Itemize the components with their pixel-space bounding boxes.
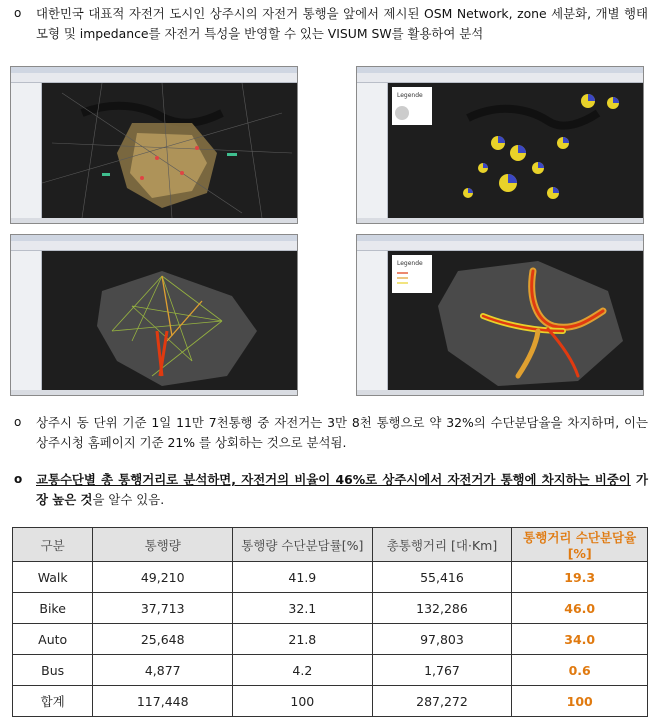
visum-screenshot-flow-bundles — [356, 234, 644, 396]
table-header-row — [13, 528, 648, 562]
cell-trip-share: 32.1 — [233, 593, 372, 624]
window-statusbar — [11, 390, 297, 395]
cell-distance: 55,416 — [372, 562, 512, 593]
flow-map — [388, 251, 643, 390]
finding-2-underlined: 교통수단별 총 통행거리로 분석하면, 자전거의 비율이 46%로 상주시에서 자전거가 통행에 차지하는 비중이 — [36, 472, 631, 487]
bullet-mark: o — [14, 472, 23, 486]
cell-mode: Walk — [13, 562, 93, 593]
header-trips: 통행량 — [93, 528, 233, 562]
cell-distance-share: 0.6 — [512, 655, 648, 686]
window-statusbar — [357, 390, 643, 395]
intro-text: 대한민국 대표적 자전거 도시인 상주시의 자전거 통행을 앞에서 제시된 OSM Network, zone 세분화, 개별 행태모형 및 impedance를 자전거 특성을 반영할 수 있는 VISUM SW를 활용하여 분석 — [36, 6, 648, 41]
cell-mode: 합계 — [13, 686, 93, 717]
window-toolbar — [357, 241, 643, 251]
cell-mode: Bus — [13, 655, 93, 686]
cell-mode: Auto — [13, 624, 93, 655]
cell-distance: 1,767 — [372, 655, 512, 686]
cell-mode: Bike — [13, 593, 93, 624]
intro-paragraph — [14, 4, 648, 43]
finding-2-tail: 을 알수 있음. — [92, 491, 165, 507]
table-row-total — [13, 686, 648, 717]
header-distance-share: 통행거리 수단분담율[%] — [512, 528, 648, 562]
cell-distance-share: 46.0 — [512, 593, 648, 624]
pie-map — [388, 83, 643, 218]
cell-distance: 287,272 — [372, 686, 512, 717]
cell-trips: 49,210 — [93, 562, 233, 593]
table-row — [13, 562, 648, 593]
window-toolbar — [11, 241, 297, 251]
window-sidepanel — [11, 83, 42, 223]
header-trip-share: 통행량 수단분담률[%] — [233, 528, 372, 562]
table-row — [13, 593, 648, 624]
window-toolbar — [11, 73, 297, 83]
cell-trip-share: 41.9 — [233, 562, 372, 593]
cell-distance: 97,803 — [372, 624, 512, 655]
finding-1-text: 상주시 동 단위 기준 1일 11만 7천통행 중 자전거는 3만 8천 통행으로 약 32%의 수단분담율을 차지하며, 이는 상주시청 홈페이지 기준 21% 를 상회하는 것으로 분석됨. — [36, 415, 648, 450]
table-row — [13, 624, 648, 655]
bullet-mark: o — [14, 6, 22, 20]
cell-trips: 25,648 — [93, 624, 233, 655]
visum-screenshot-modeshare-pies — [356, 66, 644, 224]
cell-trip-share: 100 — [233, 686, 372, 717]
header-category: 구분 — [13, 528, 93, 562]
cell-trips: 37,713 — [93, 593, 233, 624]
cell-trip-share: 21.8 — [233, 624, 372, 655]
window-statusbar — [357, 218, 643, 223]
network-map — [42, 83, 297, 218]
window-sidepanel — [357, 83, 388, 223]
cell-distance-share: 100 — [512, 686, 648, 717]
visum-screenshot-network — [10, 66, 298, 224]
visum-screenshot-desire-lines — [10, 234, 298, 396]
legend-title: Legende — [397, 260, 423, 267]
bullet-mark: o — [14, 415, 22, 429]
finding-2-text — [14, 470, 648, 509]
finding-1-paragraph — [14, 413, 648, 452]
window-sidepanel — [357, 251, 388, 395]
cell-distance-share: 34.0 — [512, 624, 648, 655]
header-total-distance: 총통행거리 [대·Km] — [372, 528, 512, 562]
mode-share-table — [12, 527, 648, 717]
window-statusbar — [11, 218, 297, 223]
legend-title: Legende — [397, 92, 423, 99]
desire-line-map — [42, 251, 297, 390]
table-row — [13, 655, 648, 686]
window-sidepanel — [11, 251, 42, 395]
cell-trips: 117,448 — [93, 686, 233, 717]
cell-trips: 4,877 — [93, 655, 233, 686]
finding-2-bold: 가장 높은 것 — [36, 472, 648, 507]
cell-distance: 132,286 — [372, 593, 512, 624]
cell-distance-share: 19.3 — [512, 562, 648, 593]
window-toolbar — [357, 73, 643, 83]
cell-trip-share: 4.2 — [233, 655, 372, 686]
finding-2-paragraph — [14, 470, 648, 509]
